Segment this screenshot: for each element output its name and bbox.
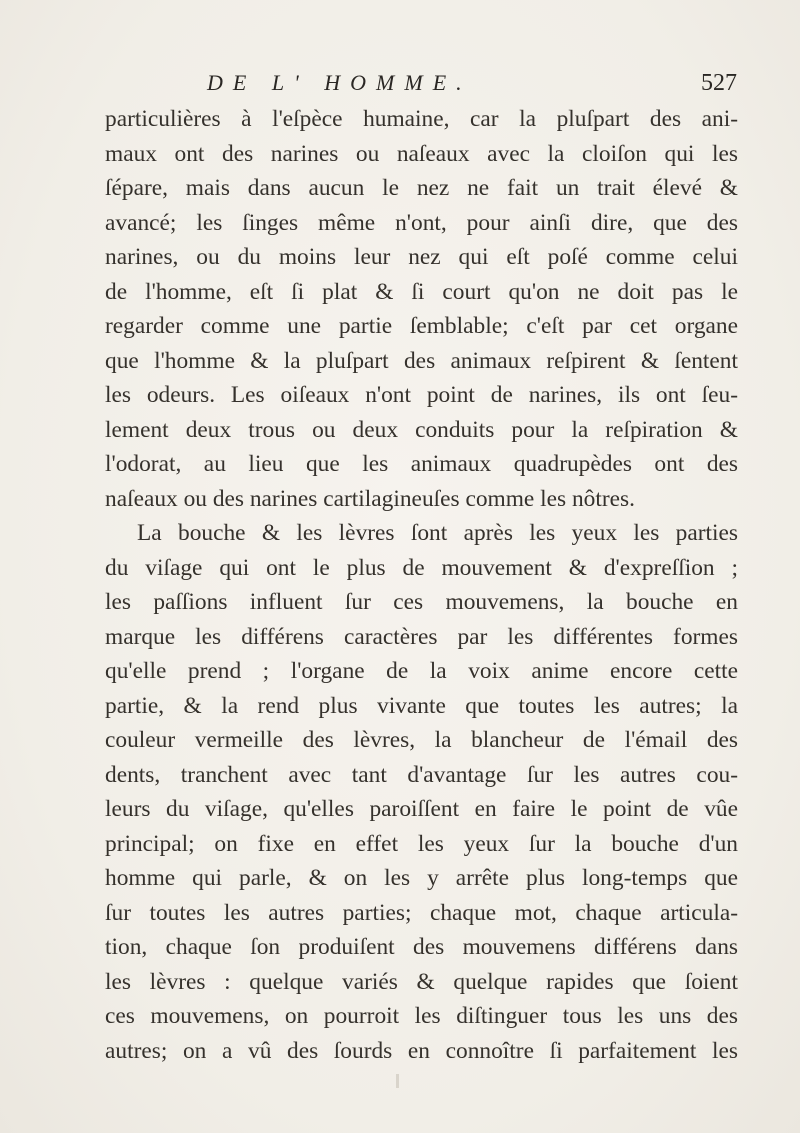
paragraph-1: [105, 102, 738, 516]
text-line: La bouche & les lèvres ſont après les yeux les parties: [137, 520, 738, 546]
text-line: avancé; les ſinges même n'ont, pour ainſi dire, que des: [105, 209, 738, 236]
text-line: lement deux trous ou deux conduits pour la reſpiration &: [105, 416, 738, 443]
text-line: les paſſions influent ſur ces mouvemens, la bouche en: [105, 589, 738, 615]
text-line: que l'homme & la pluſpart des animaux reſpirent & ſentent: [105, 347, 738, 374]
text-line: principal; on fixe en effet les yeux ſur la bouche d'un: [105, 830, 738, 857]
text-line: l'odorat, au lieu que les animaux quadrupèdes ont des: [105, 451, 738, 477]
page-number: 527: [701, 70, 737, 96]
text-line: ſépare, mais dans aucun le nez ne fait un trait élevé &: [105, 175, 738, 201]
paper-blemish: [396, 1074, 399, 1088]
running-title: DE L' HOMME.: [207, 70, 472, 95]
running-head: [207, 70, 737, 104]
text-line: partie, & la rend plus vivante que toutes les autres; la: [105, 692, 738, 719]
text-line: qu'elle prend ; l'organe de la voix anime encore cette: [105, 658, 738, 684]
text-line: narines, ou du moins leur nez qui eſt poſé comme celui: [105, 244, 738, 270]
text-line: dents, tranchent avec tant d'avantage ſur les autres cou-: [105, 761, 738, 788]
text-line: naſeaux ou des narines cartilagineuſes comme les nôtres.: [105, 485, 636, 512]
text-line: ces mouvemens, on pourroit les diſtinguer tous les uns des: [105, 1003, 738, 1029]
text-line: maux ont des narines ou naſeaux avec la cloiſon qui les: [105, 140, 738, 167]
paragraph-2: [105, 516, 738, 1068]
body-text: [105, 102, 738, 1068]
text-line: du viſage qui ont le plus de mouvement & d'expreſſion ;: [105, 554, 738, 581]
text-line: les odeurs. Les oiſeaux n'ont point de narines, ils ont ſeu-: [105, 382, 738, 408]
text-line: autres; on a vû des ſourds en connoître ſi parfaitement les: [105, 1037, 738, 1064]
text-line: particulières à l'eſpèce humaine, car la pluſpart des ani-: [105, 106, 738, 132]
text-line: regarder comme une partie ſemblable; c'eſt par cet organe: [105, 313, 738, 339]
text-line: leurs du viſage, qu'elles paroiſſent en faire le point de vûe: [105, 796, 738, 822]
text-line: ſur toutes les autres parties; chaque mot, chaque articula-: [105, 899, 738, 926]
text-line: marque les différens caractères par les différentes formes: [105, 623, 738, 650]
text-line: de l'homme, eſt ſi plat & ſi court qu'on ne doit pas le: [105, 278, 738, 305]
text-line: les lèvres : quelque variés & quelque rapides que ſoient: [105, 968, 738, 995]
text-line: tion, chaque ſon produiſent des mouvemens différens dans: [105, 934, 738, 960]
text-line: couleur vermeille des lèvres, la blancheur de l'émail des: [105, 727, 738, 753]
text-line: homme qui parle, & on les y arrête plus long-temps que: [105, 865, 738, 891]
